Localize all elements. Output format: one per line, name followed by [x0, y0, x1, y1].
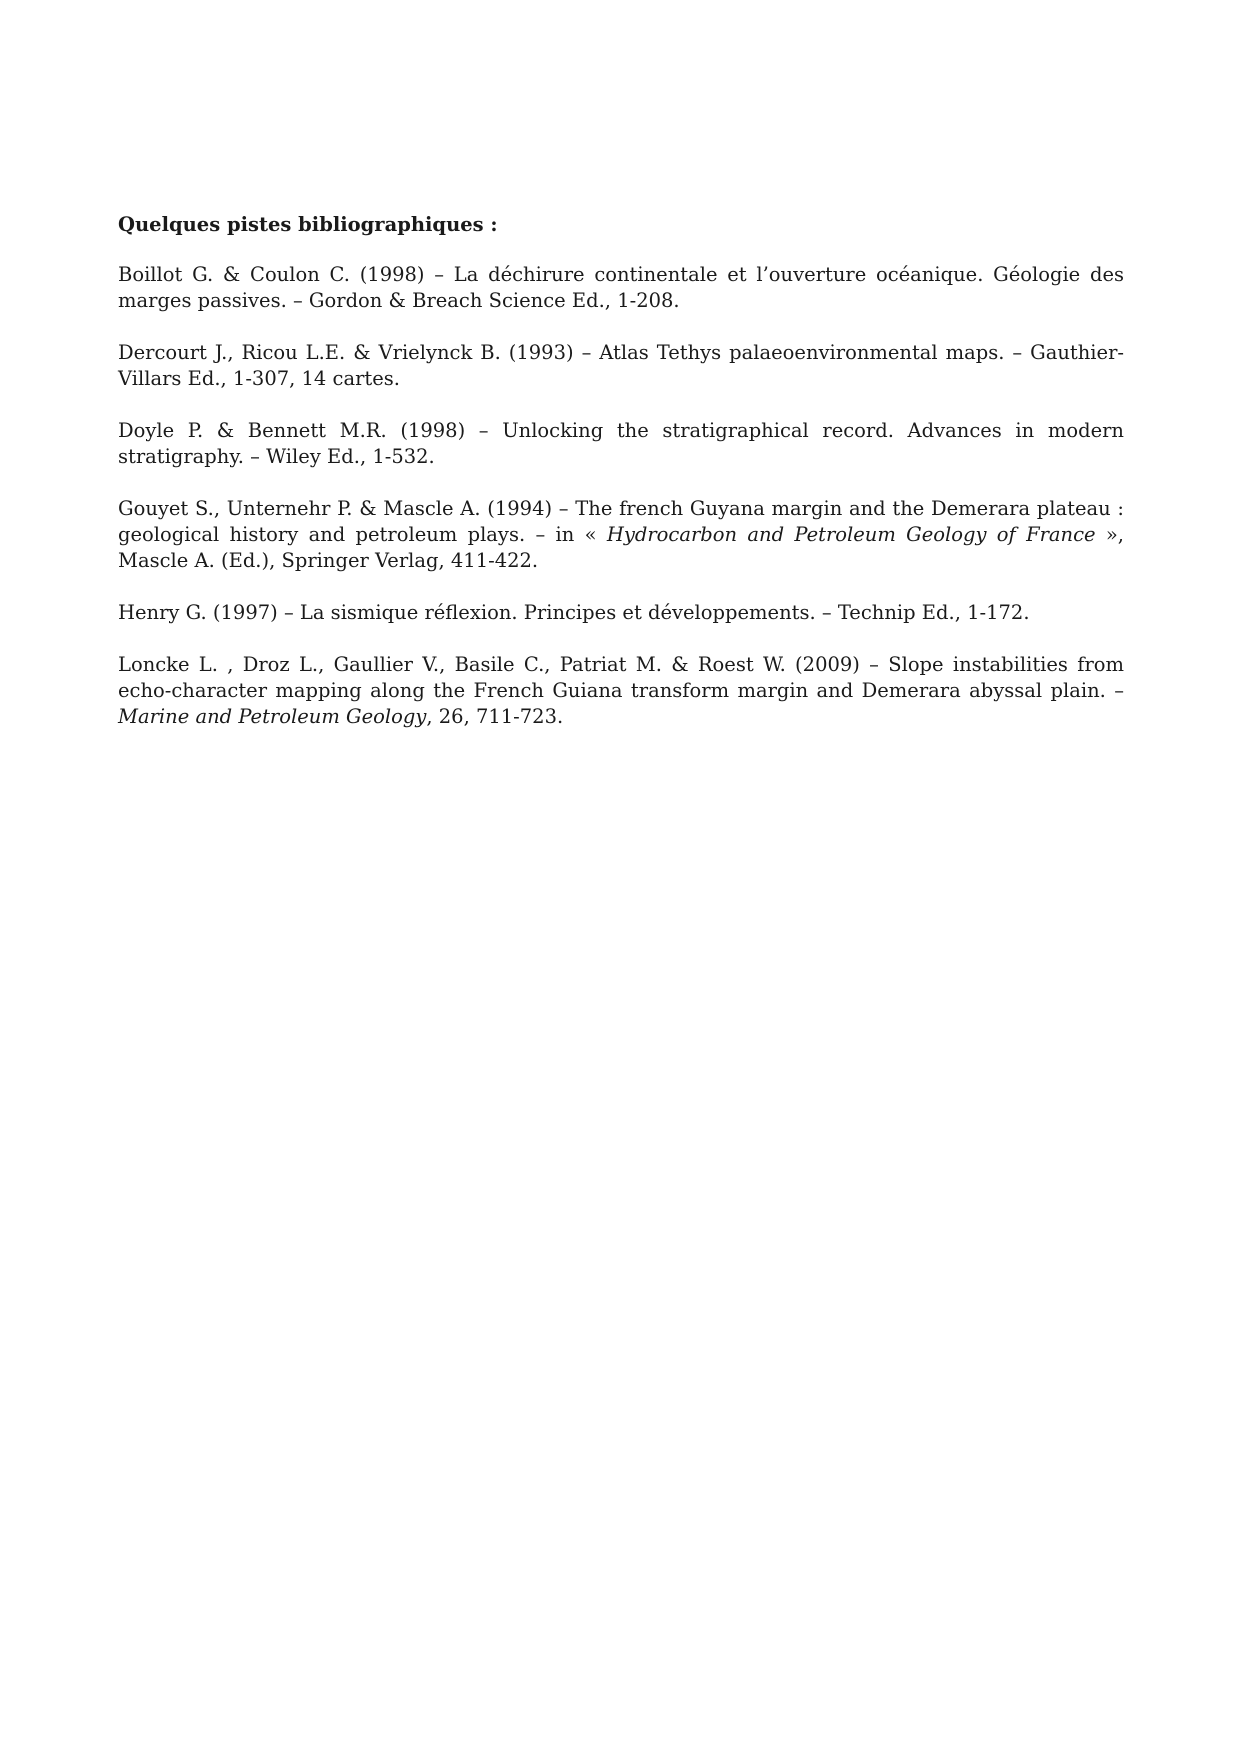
reference-loncke-journal: Marine and Petroleum Geology: [118, 705, 427, 728]
reference-loncke: [118, 652, 1124, 730]
reference-gouyet: [118, 496, 1124, 574]
section-heading: Quelques pistes bibliographiques :: [118, 213, 498, 236]
reference-gouyet-text: Gouyet S., Unternehr P. & Mascle A. (1994) – The french Guyana margin and the Demerara plateau : geological history and petroleum plays. – in «: [118, 497, 1124, 546]
reference-doyle: Doyle P. & Bennett M.R. (1998) – Unlocking the stratigraphical record. Advances in modern stratigraphy. – Wiley Ed., 1-532.: [118, 419, 1124, 468]
reference-dercourt: Dercourt J., Ricou L.E. & Vrielynck B. (1993) – Atlas Tethys palaeoenvironmental maps. – Gauthier-Villars Ed., 1-307, 14 cartes.: [118, 341, 1124, 390]
reference-loncke-text: Loncke L. , Droz L., Gaullier V., Basile C., Patriat M. & Roest W. (2009) – Slope instabilities from echo-character mapping along the French Guiana transform margin and Demerara abyssal plain. –: [118, 653, 1124, 702]
bibliography-section: [118, 212, 1124, 756]
reference-boillot: Boillot G. & Coulon C. (1998) – La déchirure continentale et l’ouverture océanique. Géologie des marges passives. – Gordon & Breach Science Ed., 1-208.: [118, 263, 1124, 312]
reference-gouyet-text-end: », Mascle A. (Ed.), Springer Verlag, 411-422.: [118, 523, 1124, 572]
reference-henry: Henry G. (1997) – La sismique réflexion. Principes et développements. – Technip Ed., 1-172.: [118, 601, 1030, 624]
reference-loncke-text-end: , 26, 711-723.: [426, 705, 564, 728]
reference-gouyet-book-title: Hydrocarbon and Petroleum Geology of France: [606, 523, 1096, 546]
